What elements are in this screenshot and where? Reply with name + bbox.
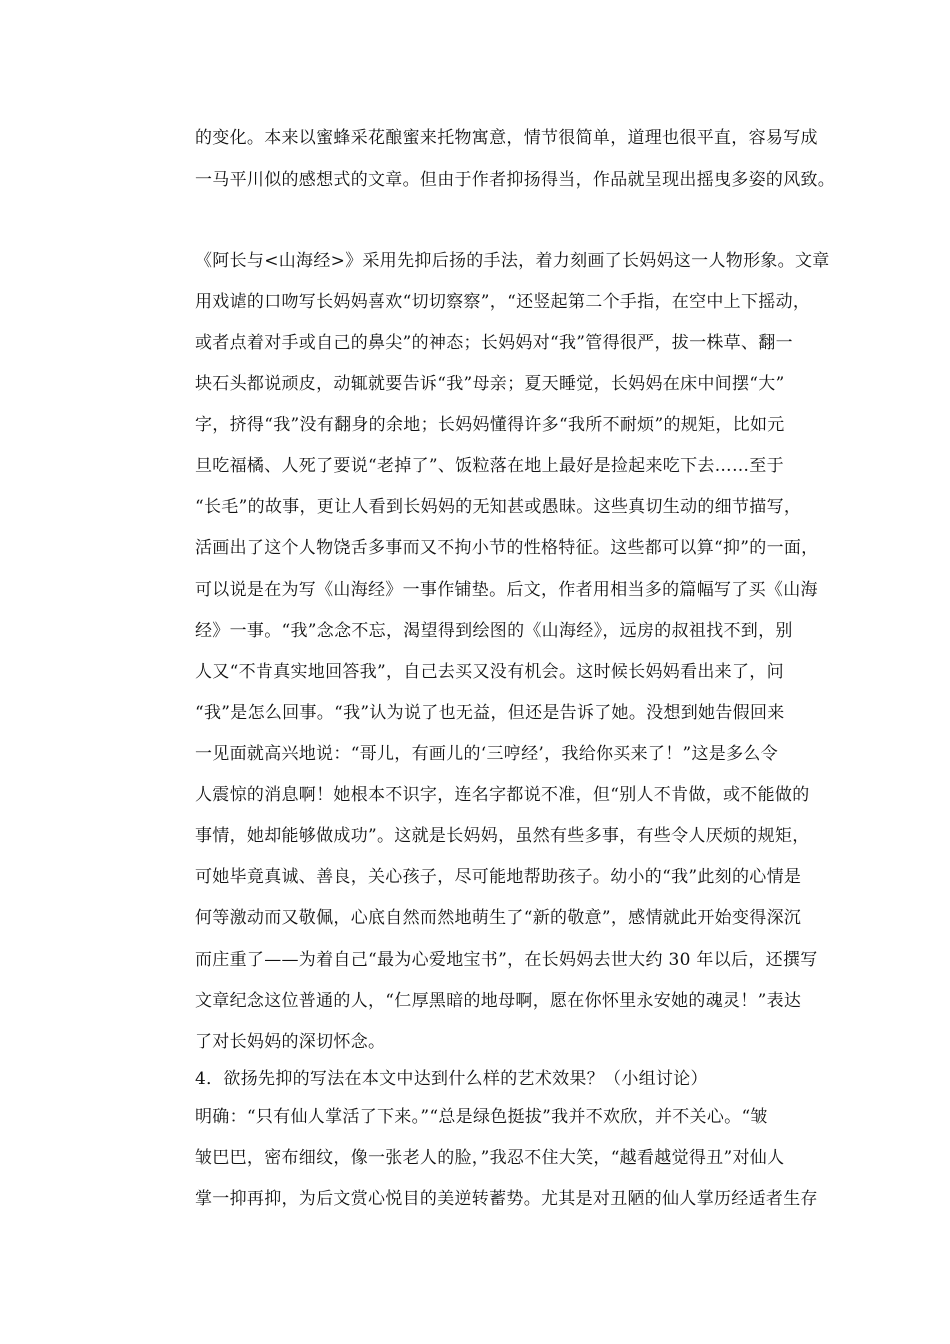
text-line: 可以说是在为写《山海经》一事作铺垫。后文，作者用相当多的篇幅写了买《山海 xyxy=(195,580,818,600)
text-line: 可她毕竟真诚、善良，关心孩子，尽可能地帮助孩子。幼小的“我”此刻的心情是 xyxy=(195,867,802,887)
text-line: 一见面就高兴地说：“哥儿，有画儿的‘三哼经’，我给你买来了！”这是多么令 xyxy=(195,744,778,764)
text-line: 掌一抑再抑，为后文赏心悦目的美逆转蓄势。尤其是对丑陋的仙人掌历经适者生存 xyxy=(195,1189,818,1209)
text-line: 皱巴巴，密布细纹，像一张老人的脸，”我忍不住大笑，“越看越觉得丑”对仙人 xyxy=(195,1148,785,1168)
text-line: 块石头都说顽皮，动辄就要告诉“我”母亲；夏天睡觉，长妈妈在床中间摆“大” xyxy=(195,374,785,394)
text-line: 何等激动而又敬佩，心底自然而然地萌生了“新的敬意”，感情就此开始变得深沉 xyxy=(195,908,802,928)
text-line: 《阿长与<山海经>》采用先抑后扬的手法，着力刻画了长妈妈这一人物形象。文章 xyxy=(195,251,830,271)
text-line: 一马平川似的感想式的文章。但由于作者抑扬得当，作品就呈现出摇曳多姿的风致。 xyxy=(195,170,836,190)
text-line: “长毛”的故事，更让人看到长妈妈的无知甚或愚昧。这些真切生动的细节描写， xyxy=(195,497,802,517)
text-line: 用戏谑的口吻写长妈妈喜欢“切切察察”，“还竖起第二个手指，在空中上下摇动， xyxy=(195,292,811,312)
text-line: 人又“不肯真实地回答我”，自己去买又没有机会。这时候长妈妈看出来了，问 xyxy=(195,662,784,682)
text-line: 人震惊的消息啊！她根本不识字，连名字都说不准，但“别人不肯做，或不能做的 xyxy=(195,785,810,805)
text-line: 文章纪念这位普通的人，“仁厚黑暗的地母啊，愿在你怀里永安她的魂灵！”表达 xyxy=(195,991,802,1011)
text-line: 明确：“只有仙人掌活了下来。”“总是绿色挺拔”我并不欢欣，并不关心。“皱 xyxy=(195,1107,768,1127)
text-line: 而庄重了——为着自己“最为心爱地宝书”，在长妈妈去世大约 30 年以后，还撰写 xyxy=(195,950,818,970)
question-heading: 4．欲扬先抑的写法在本文中达到什么样的艺术效果？（小组讨论） xyxy=(195,1069,708,1089)
text-line: 或者点着对手或自己的鼻尖”的神态；长妈妈对“我”管得很严，拔一株草、翻一 xyxy=(195,333,793,353)
text-line: 了对长妈妈的深切怀念。 xyxy=(195,1032,386,1052)
text-line: 字，挤得“我”没有翻身的余地；长妈妈懂得许多“我所不耐烦”的规矩，比如元 xyxy=(195,415,785,435)
text-line: “我”是怎么回事。“我”认为说了也无益，但还是告诉了她。没想到她告假回来 xyxy=(195,703,785,723)
text-line: 事情，她却能够做成功”。这就是长妈妈，虽然有些多事，有些令人厌烦的规矩， xyxy=(195,826,810,846)
text-line: 的变化。本来以蜜蜂采花酿蜜来托物寓意，情节很简单，道理也很平直，容易写成 xyxy=(195,128,818,148)
text-line: 旦吃福橘、人死了要说“老掉了”、饭粒落在地上最好是捡起来吃下去……至于 xyxy=(195,456,784,476)
text-line: 经》一事。“我”念念不忘，渴望得到绘图的《山海经》，远房的叔祖找不到，别 xyxy=(195,621,793,641)
text-line: 活画出了这个人物饶舌多事而又不拘小节的性格特征。这些都可以算“抑”的一面， xyxy=(195,538,819,558)
